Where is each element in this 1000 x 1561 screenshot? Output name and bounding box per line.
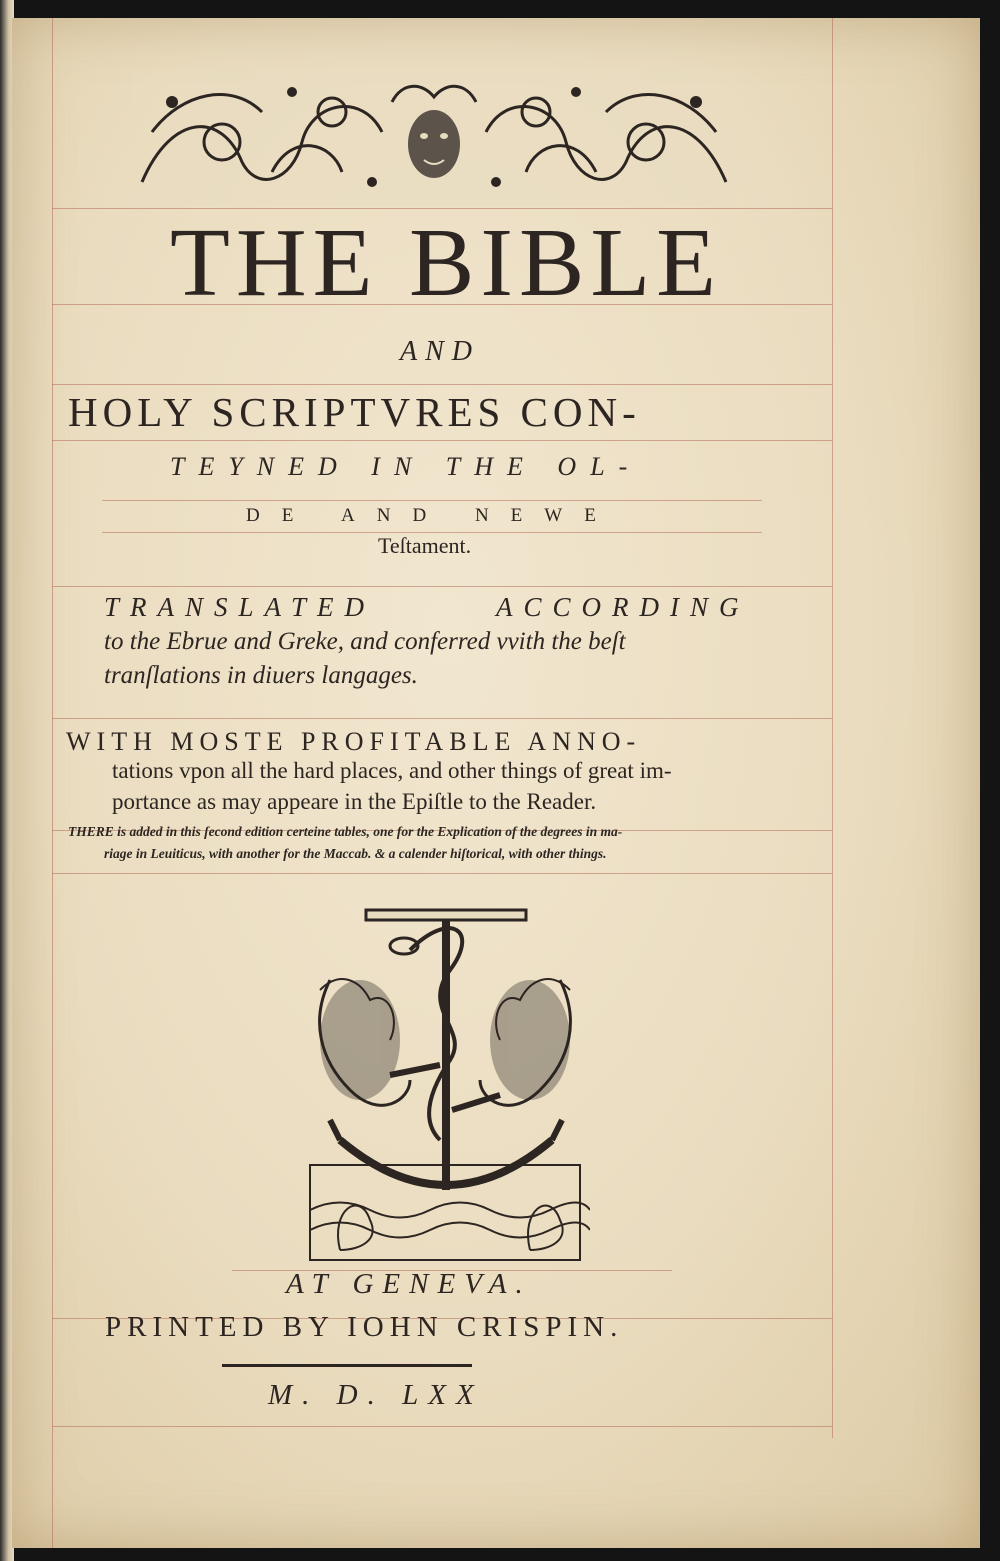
annotations-line-1: WITH MOSTE PROFITABLE ANNO-	[66, 727, 642, 756]
according-heading: ACCORDING	[496, 592, 750, 622]
ruled-line	[52, 1426, 832, 1427]
anchor-serpent-printers-device	[300, 890, 590, 1270]
floral-headpiece-ornament	[132, 72, 736, 206]
subtitle-line-2: TEYNED IN THE OL-	[170, 452, 642, 481]
subtitle-line-3: DE AND NEWE	[246, 505, 618, 526]
page-title: THE BIBLE	[169, 209, 723, 317]
annotations-line-2: tations vpon all the hard places, and other things of great im-	[112, 758, 672, 783]
ruled-line	[52, 440, 832, 441]
ruled-line	[102, 500, 762, 501]
edition-note-line-1: THERE is added in this ſecond edition certeine tables, one for the Explication of the degrees in ma-	[68, 824, 623, 839]
subtitle-line-4: Teſtament.	[378, 533, 472, 558]
and-line: AND	[400, 336, 480, 367]
imprint-place: AT GENEVA.	[286, 1268, 532, 1300]
subtitle-line-1: HOLY SCRIPTVRES CON-	[68, 389, 641, 435]
ruled-line	[52, 384, 832, 385]
margin-rule-right	[832, 18, 833, 1438]
translation-note-line-3: tranſlations in diuers langages.	[104, 662, 418, 689]
ruled-line	[52, 718, 832, 719]
ruled-line	[52, 873, 832, 874]
annotations-line-3: portance as may appeare in the Epiſtle to the Reader.	[112, 789, 597, 814]
ruled-line	[52, 586, 832, 587]
imprint-printer: PRINTED BY IOHN CRISPIN.	[105, 1311, 624, 1343]
translation-note-line-2: to the Ebrue and Greke, and conferred vvith the beſt	[104, 628, 626, 655]
edition-note-line-2: riage in Leuiticus, with another for the Maccab. & a calender hiſtorical, with other things.	[104, 846, 607, 861]
printed-rule	[222, 1364, 472, 1367]
translated-heading: TRANSLATED	[104, 592, 376, 622]
imprint-date: M. D. LXX	[268, 1379, 484, 1411]
